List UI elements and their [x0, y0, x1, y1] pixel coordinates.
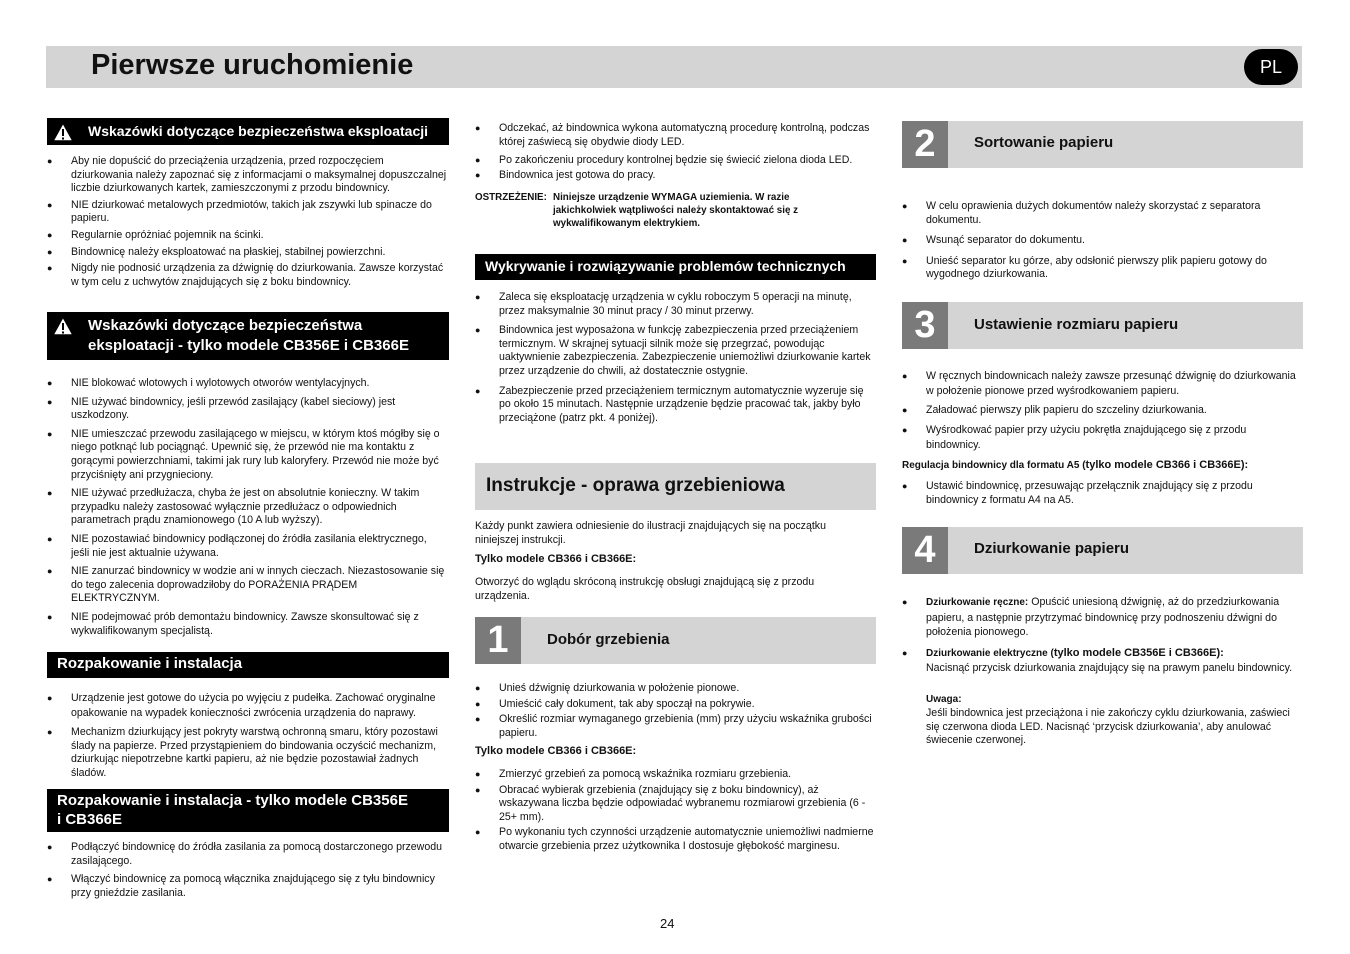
- list-item: ● NIE używać przedłużacza, chyba że jest on absolutnie konieczny. W takim przypadku należy zastosować wyłącznie przedłużacz o odpowiednich parametrach prądu znamionowego (10 A lub wyższy).: [47, 487, 447, 528]
- list-item: ● Odczekać, aż bindownica wykona automatyczną procedurę kontrolną, podczas której zaświecą się obydwie diody LED.: [475, 122, 875, 149]
- list-item: ● NIE używać bindownicy, jeśli przewód zasilający (kabel sieciowy) jest uszkodzony.: [47, 396, 447, 423]
- models-text: Otworzyć do wglądu skróconą instrukcję obsługi znajdującą się z przodu urządzenia.: [475, 576, 815, 602]
- list-item: ● Mechanizm dziurkujący jest pokryty warstwą ochronną smaru, który pozostawi ślady na papierze. Przed przystąpieniem do bindowania oczyścić mechanizm, dziurkując niepotrzebne kartki papieru, aż nie będzie pozostawiał żadnych śladów.: [47, 726, 447, 780]
- list-item: ● Podłączyć bindownicę do źródła zasilania za pomocą dostarczonego przewodu zasilającego.: [47, 841, 447, 868]
- list-item: ● NIE blokować wlotowych i wylotowych otworów wentylacyjnych.: [47, 377, 447, 391]
- list-item: ● Określić rozmiar wymaganego grzebienia (mm) przy użyciu wskaźnika grubości papieru.: [475, 713, 875, 740]
- electric-label: Dziurkowanie elektryczne (: [926, 647, 1054, 659]
- note-label: Uwaga:: [926, 694, 962, 705]
- instructions-title: Instrukcje - oprawa grzebieniowa: [486, 475, 785, 496]
- list-item: ● Bindownica jest gotowa do pracy.: [475, 169, 875, 183]
- list-item: [902, 646, 1306, 676]
- safety-heading: [47, 118, 449, 145]
- step-2-title: Sortowanie papieru: [974, 134, 1114, 151]
- list-item: ● Urządzenie jest gotowe do użycia po wyjęciu z pudełka. Zachować oryginalne opakowanie na wypadek konieczności zwrócenia urządzenia do naprawy.: [47, 691, 447, 721]
- list-item: ● NIE umieszczać przewodu zasilającego w miejscu, w którym ktoś mógłby się o niego potknąć lub pociągnąć. Upewnić się, że przewód nie ma kontaktu z gorącymi powierzchniami, takimi jak rury lub kaloryfery. Przewód nie może być przyciśnięty ani przygnieciony.: [47, 428, 447, 482]
- list-item: ● Bindownicę należy eksploatować na płaskiej, stabilnej powierzchni.: [47, 246, 447, 260]
- step-4-list: [902, 595, 1306, 676]
- a5-heading: [902, 459, 1302, 473]
- safety-models-title-2: eksploatacji - tylko modele CB356E i CB366E: [88, 337, 409, 354]
- warning-icon: [52, 122, 74, 142]
- models-label: Tylko modele CB366 i CB366E:: [475, 553, 637, 565]
- step-2-number: 2: [902, 121, 948, 168]
- step-1-title: Dobór grzebienia: [547, 631, 670, 648]
- list-item: ● NIE zanurzać bindownicy w wodzie ani w innych cieczach. Niezastosowanie się do tego zalecenia doprowadziłoby do PORAŻENIA PRĄDEM ELEKTRYCZNYM.: [47, 565, 447, 606]
- manual-text: Opuścić uniesioną dźwignię, aż do przedziurkowania papieru, a następnie przytrzymać bindownicę przy podnoszeniu dźwigni do położenia pionowego.: [926, 596, 1280, 638]
- unpack-title: Rozpakowanie i instalacja: [57, 655, 243, 672]
- step-1-number: 1: [475, 617, 521, 664]
- step-4-title: Dziurkowanie papieru: [974, 540, 1130, 557]
- unpack-heading: [47, 652, 449, 678]
- step-3-list: [902, 369, 1302, 453]
- step-4-number: 4: [902, 527, 948, 574]
- list-item: ● Regularnie opróżniać pojemnik na ścinki.: [47, 229, 447, 243]
- list-item: ● Bindownica jest wyposażona w funkcję zabezpieczenia przed przeciążeniem termicznym. W skrajnej sytuacji silnik może się przegrzać, powodując uaktywnienie zabezpieczenia. Zabezpieczenie uniemożliwi dziurkowanie kartek przez urządzenie do chwili, aż dostatecznie ostygnie.: [475, 324, 875, 378]
- list-item: ● Ustawić bindownicę, przesuwając przełącznik znajdujący się z przodu bindownicy z formatu A4 na A5.: [902, 480, 1302, 507]
- unpack-models-heading: [47, 789, 449, 832]
- step-3-title: Ustawienie rozmiaru papieru: [974, 316, 1179, 333]
- startup-list: [475, 122, 875, 182]
- list-item: ● Wyśrodkować papier przy użyciu pokrętła znajdującego się z przodu bindownicy.: [902, 423, 1302, 453]
- a5-models: tylko modele CB366 i CB366E):: [1085, 459, 1249, 471]
- unpack-list: [47, 691, 447, 780]
- list-item: ● Po wykonaniu tych czynności urządzenie automatycznie uniemożliwi nadmierne otwarcie grzebienia przez użytkownika I dostosuje głębokość marginesu.: [475, 826, 875, 853]
- list-item: [902, 595, 1306, 640]
- electric-models: tylko modele CB356E i CB366E):: [1053, 646, 1224, 659]
- list-item: ● Zaleca się eksploatację urządzenia w cyklu roboczym 5 operacji na minutę, przez maksymalnie 30 minut pracy / 30 minut przerwy.: [475, 291, 875, 318]
- list-item: ● Po zakończeniu procedury kontrolnej będzie się świecić zielona dioda LED.: [475, 154, 875, 168]
- safety-list: [47, 155, 447, 289]
- step-1-list: [475, 682, 875, 740]
- a5-label: Regulacja bindownicy dla formatu A5 (: [902, 460, 1086, 471]
- language-badge: PL: [1244, 49, 1298, 85]
- list-item: ● Unieś dźwignię dziurkowania w położenie pionowe.: [475, 682, 875, 696]
- step-3-heading: [902, 302, 1303, 349]
- step-4-heading: [902, 527, 1303, 574]
- page-number: 24: [660, 916, 675, 931]
- list-item: ● Zmierzyć grzebień za pomocą wskaźnika rozmiaru grzebienia.: [475, 768, 875, 782]
- safety-models-title-1: Wskazówki dotyczące bezpieczeństwa: [88, 317, 363, 334]
- trouble-list: [475, 291, 875, 425]
- step-2-heading: [902, 121, 1303, 168]
- step-2-list: [902, 200, 1302, 282]
- page-header: [46, 46, 1302, 88]
- list-item: ● Aby nie dopuścić do przeciążenia urządzenia, przed rozpoczęciem dziurkowania należy zapoznać się z informacjami o maksymalnej dopuszczalnej liczbie dziurkowanych kartek, zamieszczonymi z przodu bindownicy.: [47, 155, 447, 196]
- warning-text: Niniejsze urządzenie WYMAGA uziemienia. W razie jakichkolwiek wątpliwości należy skontaktować się z wykwalifikowanym elektrykiem.: [553, 192, 799, 229]
- page-title: Pierwsze uruchomienie: [91, 49, 414, 81]
- warning-icon: [52, 316, 74, 336]
- list-item: ● Nigdy nie podnosić urządzenia za dźwignię do dziurkowania. Zawsze korzystać w tym celu z uchwytów znajdujących się z boku bindownicy.: [47, 262, 447, 289]
- unpack-models-title-1: Rozpakowanie i instalacja - tylko modele CB356E: [57, 792, 408, 809]
- instructions-intro: Każdy punkt zawiera odniesienie do ilustracji znajdujących się na początku niniejszej instrukcji.: [475, 520, 826, 546]
- safety-title: Wskazówki dotyczące bezpieczeństwa eksploatacji: [88, 123, 429, 139]
- list-item: ● Obracać wybierak grzebienia (znajdujący się z boku bindownicy), aż wskazywana liczba będzie odpowiadać wybranemu rozmiarowi grzebienia (6 - 25+ mm).: [475, 784, 875, 825]
- step-1-models-list: [475, 768, 875, 854]
- list-item: ● Włączyć bindownicę za pomocą włącznika znajdującego się z tyłu bindownicy przy gnieździe zasilania.: [47, 873, 447, 900]
- list-item: ● W celu oprawienia dużych dokumentów należy skorzystać z separatora dokumentu.: [902, 200, 1302, 227]
- electric-text: Nacisnąć przycisk dziurkowania znajdujący się na prawym panelu bindownicy.: [926, 662, 1293, 674]
- step-3-number: 3: [902, 302, 948, 349]
- unpack-models-title-2: i CB366E: [57, 811, 123, 828]
- trouble-heading: [475, 254, 876, 280]
- list-item: ● Załadować pierwszy plik papieru do szczeliny dziurkowania.: [902, 404, 1302, 418]
- safety-models-heading: [47, 312, 449, 360]
- trouble-title: Wykrywanie i rozwiązywanie problemów technicznych: [485, 258, 846, 274]
- list-item: ● W ręcznych bindownicach należy zawsze przesunąć dźwignię do dziurkowania w położenie pionowe przed wyśrodkowaniem papieru.: [902, 369, 1302, 399]
- unpack-models-list: [47, 841, 447, 900]
- step-1-models-label: Tylko modele CB366 i CB366E:: [475, 745, 637, 757]
- list-item: ● Zabezpieczenie przed przeciążeniem termicznym automatycznie wyzeruje się po około 15 minutach. Następnie urządzenie będzie pracować tak, jakby było przeciążone (patrz pkt. 4 poniżej).: [475, 385, 875, 426]
- manual-label: Dziurkowanie ręczne:: [926, 597, 1029, 608]
- safety-models-list: [47, 377, 447, 638]
- note-text: Jeśli bindownica jest przeciążona i nie zakończy cyklu dziurkowania, zaświeci się czerwona dioda LED. Nacisnąć ‘przycisk dziurkowania’, aby anulować świecenie czerwonej.: [926, 707, 1290, 747]
- instructions-heading: [475, 463, 876, 510]
- step-1-heading: [475, 617, 876, 664]
- list-item: ● NIE podejmować prób demontażu bindownicy. Zawsze skonsultować się z wykwalifikowanym specjalistą.: [47, 611, 447, 638]
- list-item: ● NIE pozostawiać bindownicy podłączonej do źródła zasilania elektrycznego, jeśli nie jest aktualnie używana.: [47, 533, 447, 560]
- warning-label: OSTRZEŻENIE:: [475, 192, 547, 203]
- a5-list: [902, 480, 1302, 507]
- list-item: ● Unieść separator ku górze, aby odsłonić pierwszy plik papieru gotowy do wygodnego dziurkowania.: [902, 255, 1302, 282]
- list-item: ● Umieścić cały dokument, tak aby spoczął na pokrywie.: [475, 698, 875, 712]
- list-item: ● NIE dziurkować metalowych przedmiotów, takich jak zszywki lub spinacze do papieru.: [47, 199, 447, 226]
- list-item: ● Wsunąć separator do dokumentu.: [902, 234, 1302, 248]
